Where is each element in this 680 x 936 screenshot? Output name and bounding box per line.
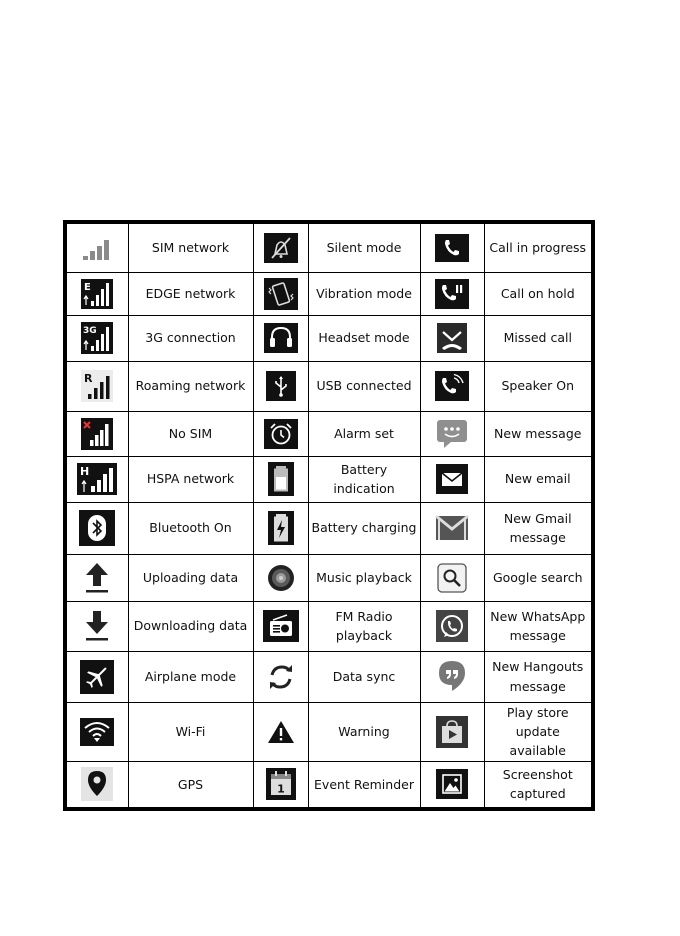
label-cell (128, 222, 253, 272)
icon-label: 3G connection (145, 330, 236, 346)
icon-cell (420, 315, 484, 361)
fm-radio-icon (263, 610, 299, 642)
icon-cell (65, 761, 128, 809)
label-cell (308, 651, 420, 702)
label-cell (308, 272, 420, 315)
icon-label: Google search (492, 569, 583, 585)
label-cell (308, 222, 420, 272)
label-cell (128, 411, 253, 456)
label-cell (128, 651, 253, 702)
screenshot-icon (436, 769, 468, 799)
icon-label: GPS (177, 776, 204, 792)
svg-text:E: E (84, 281, 92, 293)
gps-pin-icon (81, 767, 113, 801)
svg-text:3G: 3G (83, 326, 97, 336)
airplane-icon (80, 660, 114, 694)
svg-text:H: H (80, 465, 90, 478)
label-cell (484, 702, 593, 761)
label-cell (308, 361, 420, 411)
icon-cell (65, 272, 128, 315)
hspa-signal-icon (77, 463, 117, 495)
icon-cell (253, 272, 308, 315)
icon-label: No SIM (168, 425, 213, 441)
label-cell (308, 761, 420, 809)
label-cell (484, 272, 593, 315)
table-row (65, 272, 593, 315)
icon-cell (65, 411, 128, 456)
signal-bars-icon (81, 234, 113, 262)
phone-hold-icon (435, 279, 469, 309)
svg-text:1: 1 (276, 782, 285, 796)
svg-text:R: R (84, 372, 93, 385)
table-row (65, 456, 593, 502)
label-cell (484, 222, 593, 272)
label-cell (484, 651, 593, 702)
vibrate-icon (264, 278, 298, 310)
label-cell (308, 702, 420, 761)
icon-cell (253, 601, 308, 651)
icon-cell (420, 651, 484, 702)
icon-label: New message (494, 425, 582, 441)
icon-label: New WhatsApp message (490, 608, 586, 643)
bluetooth-icon (79, 510, 115, 546)
label-cell (128, 601, 253, 651)
label-cell (128, 456, 253, 502)
music-speaker-icon (266, 563, 296, 593)
battery-charging-icon (268, 511, 294, 545)
icon-label: FM Radio playback (335, 608, 393, 643)
icon-cell (253, 222, 308, 272)
missed-call-icon (437, 323, 467, 353)
icon-label: Battery indication (333, 461, 395, 496)
whatsapp-icon (436, 610, 468, 642)
icon-label: Screenshot captured (502, 767, 573, 802)
edge-signal-icon (81, 279, 113, 309)
icon-label: Play store update available (506, 704, 569, 759)
icon-cell (253, 411, 308, 456)
label-cell (308, 456, 420, 502)
table-row (65, 702, 593, 761)
download-arrow-icon (82, 608, 112, 644)
gmail-icon (435, 514, 469, 542)
icon-label: Roaming network (135, 378, 246, 394)
google-search-icon (437, 563, 467, 593)
icon-cell (420, 502, 484, 554)
table-row (65, 315, 593, 361)
label-cell (484, 361, 593, 411)
icon-cell (420, 601, 484, 651)
icon-label: Wi-Fi (175, 723, 206, 739)
icon-cell (253, 456, 308, 502)
silent-mode-icon (264, 233, 298, 263)
play-store-icon (436, 716, 468, 748)
label-cell (128, 361, 253, 411)
label-cell (128, 315, 253, 361)
label-cell (484, 554, 593, 601)
icon-cell (65, 554, 128, 601)
table-row (65, 222, 593, 272)
icon-cell (253, 502, 308, 554)
icon-label: Speaker On (501, 378, 575, 394)
icon-label: Call on hold (500, 285, 575, 301)
label-cell (308, 411, 420, 456)
icon-label: New email (504, 471, 571, 487)
icon-label: Headset mode (318, 330, 410, 346)
table-row (65, 761, 593, 809)
email-envelope-icon (436, 464, 468, 494)
icon-label: Event Reminder (314, 776, 414, 792)
icon-cell (65, 361, 128, 411)
icon-cell (420, 361, 484, 411)
icon-cell (65, 702, 128, 761)
icon-cell (65, 502, 128, 554)
icon-label: Battery charging (311, 520, 417, 536)
label-cell (308, 601, 420, 651)
icon-label: Missed call (503, 330, 572, 346)
no-sim-icon (81, 418, 113, 450)
icon-cell (420, 456, 484, 502)
icon-cell (65, 651, 128, 702)
label-cell (484, 411, 593, 456)
icon-label: Silent mode (326, 240, 402, 256)
icon-cell (253, 651, 308, 702)
label-cell (128, 702, 253, 761)
label-cell (484, 502, 593, 554)
icon-cell (65, 456, 128, 502)
battery-icon (268, 462, 294, 496)
icon-label: Warning (338, 723, 390, 739)
status-icons-table-body (65, 222, 593, 809)
message-bubble-icon (435, 418, 469, 450)
icon-cell (420, 272, 484, 315)
table-row (65, 651, 593, 702)
icon-label: Vibration mode (316, 285, 412, 301)
alarm-clock-icon (264, 419, 298, 449)
icon-label: New Hangouts message (492, 659, 584, 694)
icon-label: SIM network (151, 240, 230, 256)
icon-cell (65, 222, 128, 272)
table-row (65, 601, 593, 651)
icon-cell (420, 411, 484, 456)
label-cell (128, 554, 253, 601)
icon-cell (253, 702, 308, 761)
icon-cell (420, 702, 484, 761)
phone-call-icon (435, 234, 469, 262)
calendar-icon (266, 768, 296, 800)
status-icons-table (63, 220, 595, 811)
label-cell (128, 272, 253, 315)
label-cell (308, 554, 420, 601)
icon-label: New Gmail message (503, 510, 572, 545)
icon-label: Downloading data (133, 618, 248, 634)
icon-label: HSPA network (146, 471, 235, 487)
icon-label: Call in progress (489, 240, 587, 256)
speaker-phone-icon (435, 371, 469, 401)
icon-label: Uploading data (142, 569, 239, 585)
label-cell (484, 601, 593, 651)
icon-label: Music playback (316, 569, 412, 585)
icon-cell (253, 361, 308, 411)
label-cell (308, 315, 420, 361)
table-row (65, 554, 593, 601)
headset-icon (264, 323, 298, 353)
label-cell (128, 761, 253, 809)
3g-signal-icon (81, 322, 113, 354)
table-row (65, 411, 593, 456)
icon-cell (253, 315, 308, 361)
hangouts-icon (436, 659, 468, 695)
sync-icon (265, 661, 297, 693)
icon-cell (253, 554, 308, 601)
label-cell (308, 502, 420, 554)
icon-cell (420, 222, 484, 272)
icon-label: Alarm set (334, 425, 394, 441)
upload-arrow-icon (82, 560, 112, 596)
warning-icon (267, 719, 295, 745)
label-cell (484, 761, 593, 809)
icon-label: USB connected (316, 378, 412, 394)
table-row (65, 361, 593, 411)
icon-label: EDGE network (145, 285, 236, 301)
icon-label: Airplane mode (144, 668, 237, 684)
usb-icon (266, 371, 296, 401)
label-cell (128, 502, 253, 554)
icon-cell (65, 315, 128, 361)
table-row (65, 502, 593, 554)
roaming-signal-icon (81, 370, 113, 402)
label-cell (484, 456, 593, 502)
icon-cell (253, 761, 308, 809)
icon-cell (420, 554, 484, 601)
icon-label: Bluetooth On (149, 520, 232, 536)
wifi-icon (80, 718, 114, 746)
icon-cell (65, 601, 128, 651)
icon-cell (420, 761, 484, 809)
label-cell (484, 315, 593, 361)
icon-label: Data sync (332, 668, 396, 684)
